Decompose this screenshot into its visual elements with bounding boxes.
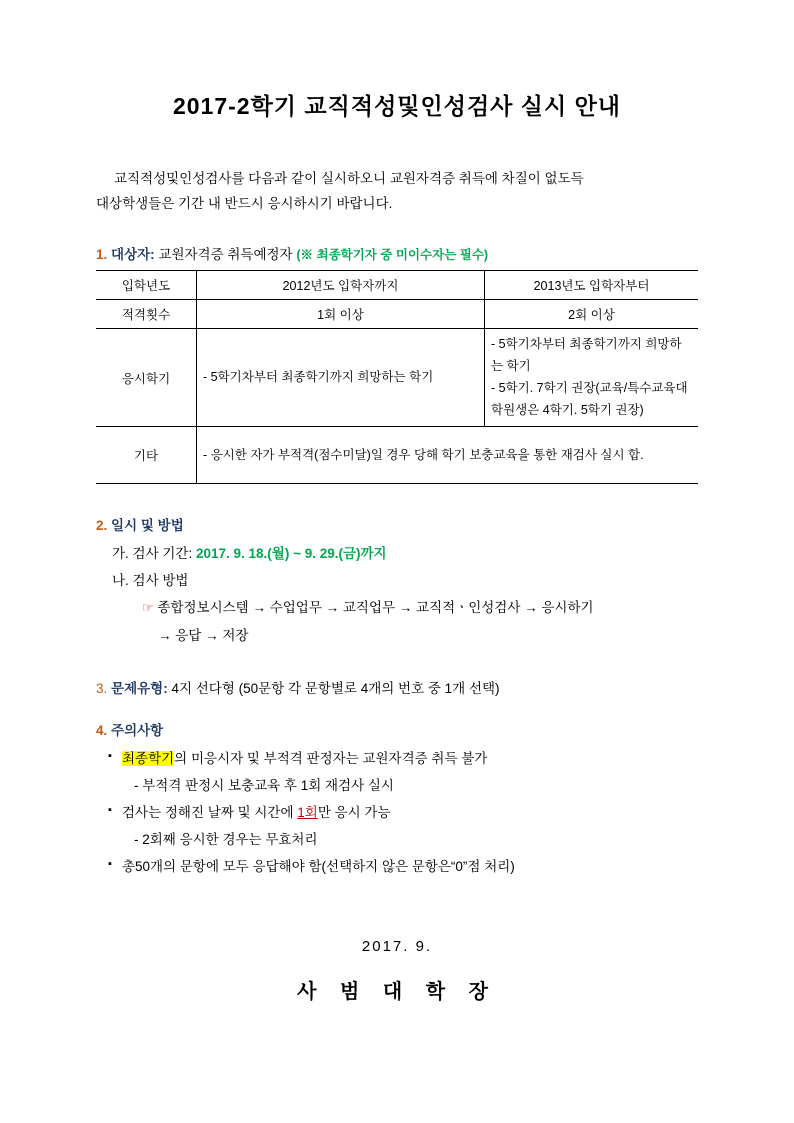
list-item: - 2회째 응시한 경우는 무효처리 xyxy=(134,831,318,847)
note-1-text: 의 미응시자 및 부적격 판정자는 교원자격증 취득 불가 xyxy=(174,750,488,766)
section-2-flow-line-2: → 응답 → 저장 xyxy=(158,628,249,644)
note-3-underline: 1회 xyxy=(297,804,318,820)
section-2 xyxy=(96,514,698,650)
row-label-other: 기타 xyxy=(96,427,197,484)
eligibility-table xyxy=(96,270,698,485)
section-1-heading xyxy=(96,243,698,263)
section-4-number: 4. xyxy=(96,722,108,738)
section-2-item-a-prefix: 가. 검사 기간: xyxy=(112,546,193,562)
section-1-value: 교원자격증 취득예정자 xyxy=(158,246,293,262)
row-other-merged: - 응시한 자가 부적격(점수미달)일 경우 당해 학기 보충교육을 통한 재검사 실시 합. xyxy=(197,427,699,484)
section-2-heading xyxy=(96,514,698,534)
row-semester-col3-line1: - 5학기차부터 최종학기까지 희망하는 학기 xyxy=(491,336,682,373)
list-item: ▪ 총50개의 문항에 모두 응답해야 함(선택하지 않은 문항은“0”점 처리) xyxy=(122,853,698,880)
table-row xyxy=(96,299,698,328)
list-item xyxy=(122,745,698,772)
intro-line-2: 대상학생들은 기간 내 반드시 응시하시기 바랍니다. xyxy=(96,195,393,211)
section-3-value: 4지 선다형 (50문항 각 문항별로 4개의 번호 중 1개 선택) xyxy=(171,680,500,696)
table-header-col2: 2012년도 입학자까지 xyxy=(197,270,485,299)
section-4-label: 주의사항 xyxy=(111,722,164,738)
footer-date: 2017. 9. xyxy=(361,937,433,955)
section-1-note: (※ 최종학기자 중 미이수자는 필수) xyxy=(296,247,489,262)
pointing-hand-icon: ☞ xyxy=(142,600,154,616)
note-3-pre: 검사는 정해진 날짜 및 시간에 xyxy=(122,804,298,820)
table-row xyxy=(96,328,698,427)
section-2-number: 2. xyxy=(96,518,108,534)
note-1-highlight: 최종학기 xyxy=(122,750,175,766)
intro-paragraph xyxy=(96,167,698,217)
page-title: 2017-2학기 교직적성및인성검사 실시 안내 xyxy=(172,93,622,119)
footer-signature: 사 범 대 학 장 xyxy=(297,980,497,1003)
section-3-heading xyxy=(96,677,698,697)
row-semester-col3-line2: - 5학기. 7학기 권장(교육/특수교육대학원생은 4학기. 5학기 권장) xyxy=(491,380,688,417)
section-1-label: 대상자: xyxy=(111,246,155,262)
section-2-item-a-date: 2017. 9. 18.(월) ~ 9. 29.(금)까지 xyxy=(195,546,387,562)
section-2-flow-line-1 xyxy=(142,594,698,622)
table-row-header xyxy=(96,270,698,299)
row-semester-col3 xyxy=(485,328,699,427)
row-label-count: 적격횟수 xyxy=(96,299,197,328)
section-2-item-a xyxy=(112,541,698,567)
row-count-col3: 2회 이상 xyxy=(485,299,699,328)
notes-list xyxy=(96,745,698,880)
flow-text-1: 종합정보시스템 → 수업업무 → 교직업무 → 교직적ㆍ인성검사 → 응시하기 xyxy=(157,600,594,616)
note-3-post: 만 응시 가능 xyxy=(317,804,391,820)
section-1-number: 1. xyxy=(96,246,108,262)
section-3-number: 3. xyxy=(96,680,108,696)
section-3-label: 문제유형: xyxy=(111,680,168,696)
row-label-semester: 응시학기 xyxy=(96,328,197,427)
table-header-col1: 입학년도 xyxy=(96,270,197,299)
table-header-col3: 2013년도 입학자부터 xyxy=(485,270,699,299)
list-item: - 부적격 판정시 보충교육 후 1회 재검사 실시 xyxy=(134,777,394,793)
intro-line-1: 교직적성및인성검사를 다음과 같이 실시하오니 교원자격증 취득에 차질이 없도득 xyxy=(114,171,584,186)
table-row xyxy=(96,427,698,484)
section-2-label: 일시 및 방법 xyxy=(111,518,184,534)
list-item xyxy=(122,799,698,826)
section-4-heading xyxy=(96,719,698,739)
row-semester-col2: - 5학기차부터 최종학기까지 희망하는 학기 xyxy=(197,328,485,427)
row-count-col2: 1회 이상 xyxy=(197,299,485,328)
section-2-item-b: 나. 검사 방법 xyxy=(112,572,189,588)
